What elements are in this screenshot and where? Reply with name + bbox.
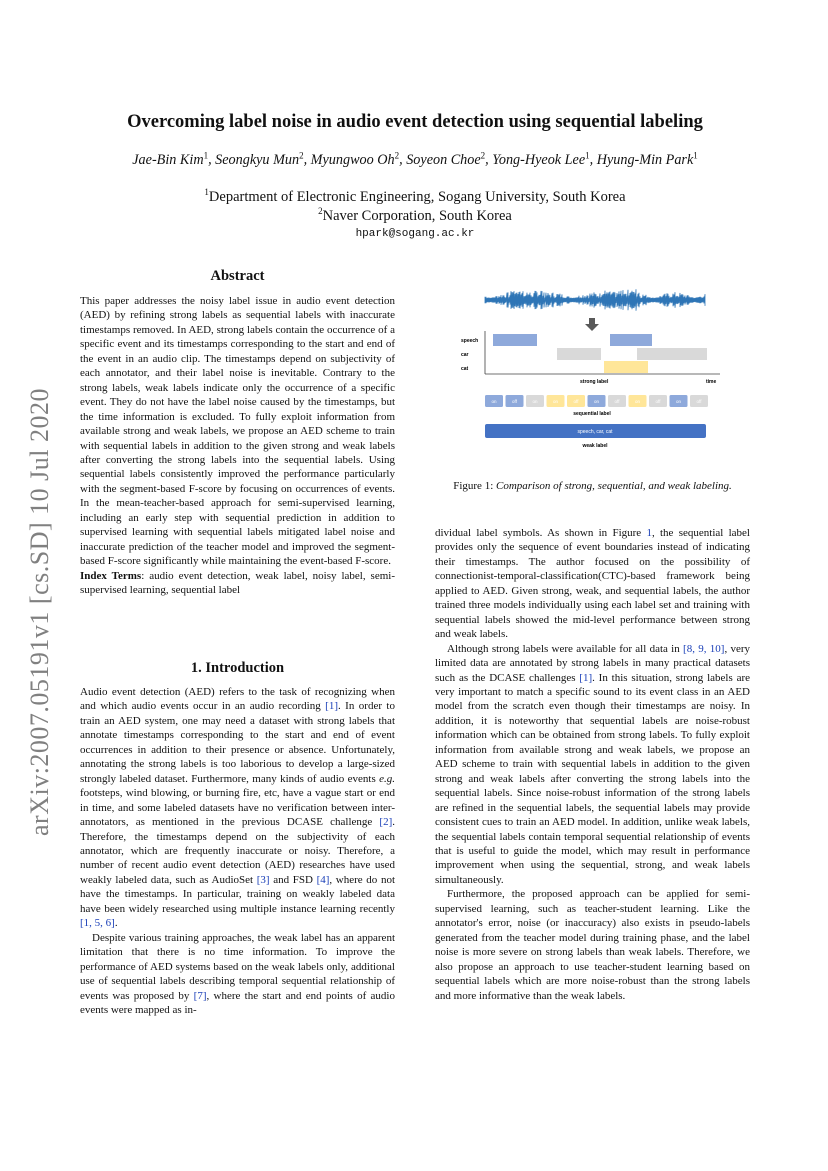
cat-segment — [604, 361, 648, 373]
caption-text: Comparison of strong, sequential, and weak labeling. — [496, 480, 732, 492]
right-column — [435, 526, 750, 1003]
sequential-token-label: off — [512, 399, 517, 404]
paragraph-text: , where do not have the timestamps. In particular, training on weakly labeled data have been widely researched using multiple instance learning recently — [80, 873, 395, 915]
weak-label-bar-text: speech, car, cat — [577, 429, 613, 435]
sequential-token-label: on — [552, 399, 559, 404]
intro-paragraph-1 — [80, 685, 395, 931]
row-label: cat — [461, 366, 469, 372]
speech-segment — [493, 334, 537, 346]
figure-1-graphic — [450, 286, 735, 456]
sequential-token-label: on — [675, 399, 682, 404]
right-paragraph-1 — [435, 526, 750, 642]
speech-segment — [610, 334, 652, 346]
right-paragraph-3: Furthermore, the proposed approach can be applied for semi-supervised learning, such as teacher-student learning. Like the annotator's error, noise (or inaccuracy) also exists in pseudo-labels generated from the teacher model during training phase, and the label noise is more severe on strong labels than weak labels. Therefore, we also propose an approach to use teacher-student learning based on sequential labels which are more noise-robust than the strong labels and more informative than the weak labels. — [435, 888, 750, 1002]
index-terms-label: Index Terms — [80, 569, 142, 582]
intro-column — [80, 685, 395, 1017]
arxiv-identifier: arXiv:2007.05191v1 [cs.SD] 10 Jul 2020 — [25, 388, 54, 836]
sequential-token-label: off — [696, 399, 702, 404]
intro-paragraph-2 — [80, 931, 395, 1018]
citation-link[interactable]: 1 — [646, 527, 652, 539]
author-name: Soyeon Choe$^2$ — [406, 150, 486, 168]
sequential-token-label: off — [614, 399, 620, 404]
sequential-token-label: on — [532, 399, 538, 404]
sequential-token-label: on — [491, 399, 497, 404]
citation-link[interactable]: [2] — [379, 816, 393, 829]
figure-1-caption — [435, 480, 750, 492]
citation-link[interactable]: [1, 5, 6] — [80, 917, 115, 930]
citation-link[interactable]: [3] — [256, 873, 270, 886]
paragraph-text: , the sequential label provides only the sequence of event boundaries instead of indicating their timestamps. The author focused on the possibility of connectionist-temporal-classification(CTC)-based framework being applied to AED. Given strong, weak, and sequential labels, the author trained three models individually using each label set and training with sequential labels showed the mid-level performance between strong and weak labels. — [435, 527, 750, 641]
abstract-text: This paper addresses the noisy label issue in audio event detection (AED) by refining strong labels as sequential labels with inaccurate timestamps removed. In AED, strong labels contain the occurrence of a specific event and its timestamps corresponding to the start and end of the event in an audio clip. The timestamps depend on subjectivity of each annotator, and their label noise is inevitable. Contrary to the strong labels, weak labels indicate only the occurrence of a specific event. They do not have the label noise caused by the timestamps, but the time information is excluded. To fully exploit information from available strong and weak labels, we propose an AED scheme to train with sequential labels in addition to the given strong and weak labels after converting the strong labels into the sequential labels. Using sequential labels consistently improved the performance particularly with the segment-based F-score by focusing on occurrences of events. In the mean-teacher-based approach for semi-supervised learning, including an early step with sequential prediction in addition to supervised learning with sequential labels mitigated label noise and inaccurate prediction of the teacher model and improved the segment-based F-score significantly while maintaining the event-based F-score. — [80, 295, 395, 568]
author-name: Jae-Bin Kim$^1$ — [132, 150, 209, 168]
author-name: Yong-Hyeok Lee$^1$ — [492, 150, 590, 168]
caption-prefix: Figure 1: — [453, 480, 496, 492]
intro-heading: 1. Introduction — [190, 660, 285, 676]
abstract-block — [80, 294, 395, 598]
sequential-token-label: off — [573, 399, 579, 404]
author-list: Jae-Bin Kim$^1$, Seongkyu Mun$^2$, Myungwoo Oh$^2$, Soyeon Choe$^2$, Yong-Hyeok Lee$^1$, Hyung-Min Park$^1$ — [132, 150, 698, 168]
citation-link[interactable]: [8, 9, 10] — [683, 642, 725, 655]
italic-term: e.g. — [379, 772, 395, 785]
strong-label-caption: strong label — [580, 379, 609, 385]
index-terms — [80, 569, 395, 598]
car-segment — [557, 348, 601, 360]
paragraph-text: Despite various training approaches, the weak label has an apparent limitation that there is no time information. To improve the performance of AED systems based on the weak labels only, additional use of sequential labels describing temporal sequential relationship of events was proposed by — [80, 931, 395, 1002]
paragraph-text: dividual label symbols. As shown in Figure — [435, 527, 647, 539]
paragraph-text: and FSD — [269, 873, 317, 886]
paragraph-text: . — [114, 917, 118, 930]
paragraph-text: . In this situation, strong labels are very important to match a specific sound to its event class in an AED model from the scratch even though their timestamps are noisy. In addition, it is noteworthy that sequential labels are noise-robust information which can be obtained from strong labels. To fully exploit information from available strong and weak labels, we propose an AED scheme to train with sequential labels in addition to the given strong and weak labels after converting the strong labels into the sequential labels. Since noise-robust information of the strong labels are refined in the sequential labels, the sequential labels may provide consistent cues to train an AED model. In addition, unlike weak labels, the sequential labels contain temporal sequential relationship of events that is useful to guide the model, which may result in performance improvement when using the sequential, strong, and weak labels simultaneously. — [435, 671, 751, 886]
abstract-heading: Abstract — [210, 268, 265, 284]
row-label: car — [461, 352, 469, 358]
car-segment — [637, 348, 707, 360]
citation-link[interactable]: [7] — [193, 989, 207, 1002]
right-paragraph-2 — [435, 642, 750, 888]
paragraph-text: . In order to train an AED system, one may need a dataset with strong labels that annotate timestamps corresponding to the start and end of event occurrences in addition to their presence or absence. Unfortunately, annotating the strong labels is too laborious to develop a large-sized strongly labeled dataset. Furthermore, many kinds of audio events — [80, 700, 395, 785]
citation-link[interactable]: [4] — [316, 873, 330, 886]
citation-link[interactable]: [1] — [579, 671, 593, 684]
figure-1 — [450, 286, 735, 456]
author-name: Hyung-Min Park$^1$ — [596, 150, 698, 168]
index-terms-text: : audio event detection, weak label, noisy label, semi-supervised learning, sequential label — [80, 569, 395, 597]
row-label: speech — [461, 338, 479, 344]
citation-link[interactable]: [1] — [325, 700, 338, 713]
down-arrow-icon — [585, 324, 599, 331]
audio-waveform — [485, 289, 705, 310]
down-arrow-icon — [589, 318, 595, 324]
affiliation-1: $^1$Department of Electronic Engineering, Sogang University, South Korea — [204, 187, 626, 205]
time-label: time — [706, 379, 717, 385]
sequential-token-label: on — [634, 399, 641, 404]
paragraph-text: footsteps, wind blowing, or burning fire, etc, have a vague start or end in time, and some labeled datasets have no verification between inter-annotators, as mentioned in the previous DCASE challenge — [80, 787, 395, 829]
affiliation-2: $^2$Naver Corporation, South Korea — [318, 206, 512, 224]
paragraph-text: , where the start and end points of audio events were mapped as in- — [80, 989, 395, 1016]
paper-title: Overcoming label noise in audio event detection using sequential labeling — [127, 112, 703, 132]
author-name: Myungwoo Oh$^2$ — [310, 150, 400, 168]
sequential-label-caption: sequential label — [573, 411, 611, 417]
sequential-token-label: off — [655, 399, 661, 404]
contact-email: hpark@sogang.ac.kr — [355, 228, 475, 240]
paragraph-text: Although strong labels were available for all data in — [447, 642, 684, 655]
sequential-token-label: on — [593, 399, 600, 404]
paragraph-text: . Therefore, the timestamps depend on the subjectivity of each annotator, which are frequently inaccurate or noisy. Therefore, a number of recent audio event detection (AED) researches have used weakly labeled data, such as AudioSet — [80, 816, 395, 886]
paragraph-text: , very limited data are annotated by strong labels in many practical datasets such as the DCASE challenges — [435, 642, 751, 684]
paragraph-text: Audio event detection (AED) refers to the task of recognizing when and which audio events occur in an audio recording — [80, 686, 395, 713]
author-name: Seongkyu Mun$^2$ — [215, 150, 304, 168]
weak-label-caption: weak label — [582, 443, 608, 449]
